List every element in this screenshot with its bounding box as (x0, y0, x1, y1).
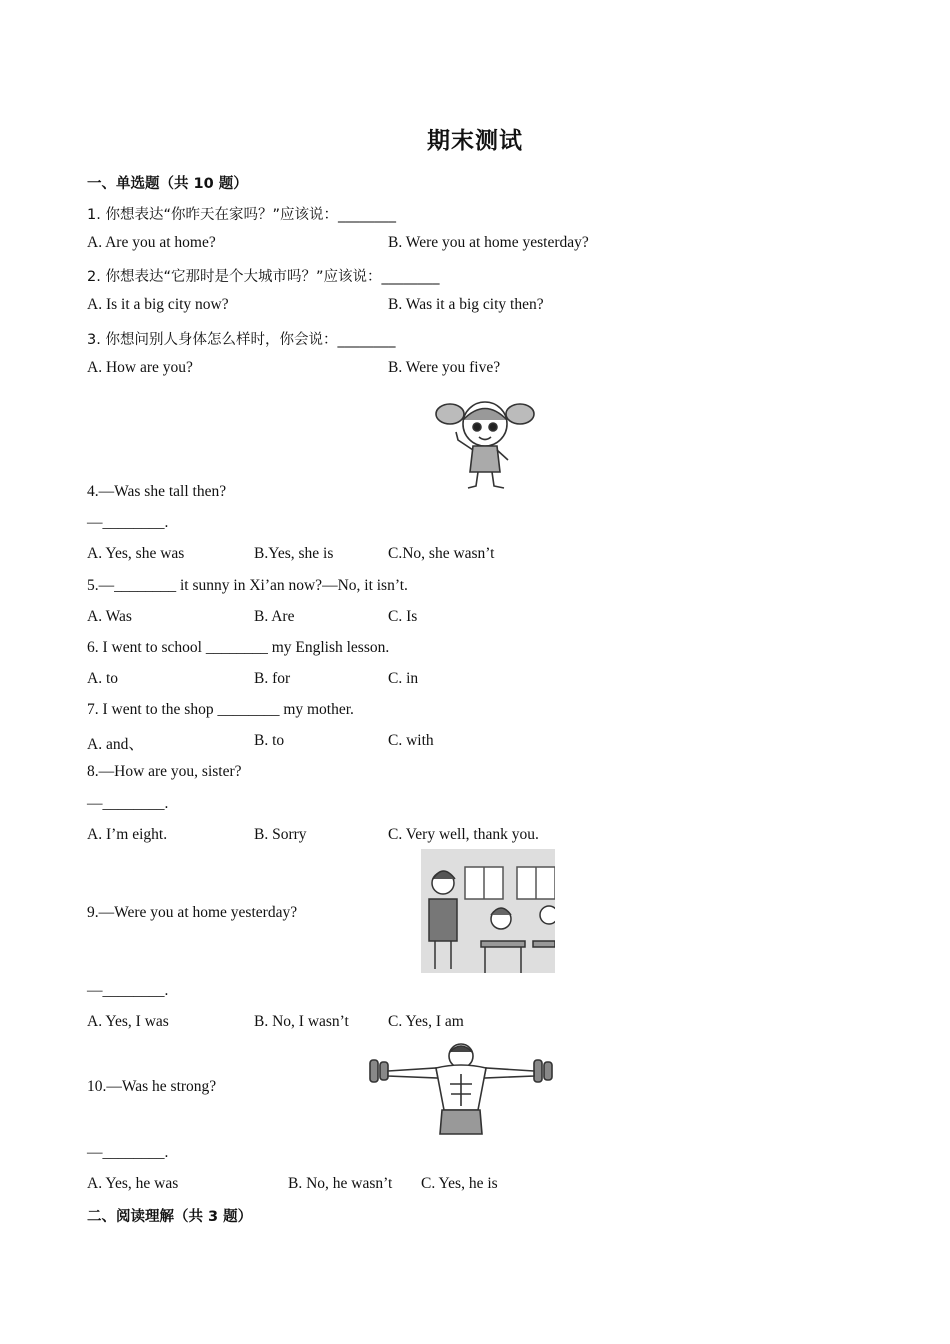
question-2-option-b: B. Was it a big city then? (388, 296, 544, 313)
question-2-stem: 2. 你想表达“它那时是个大城市吗？”应该说：________ (87, 269, 440, 285)
question-1-stem: 1. 你想表达“你昨天在家吗？”应该说：________ (87, 207, 396, 223)
question-10-stem: 10.—Was he strong? (87, 1078, 217, 1095)
question-4-option-b: B.Yes, she is (254, 545, 334, 562)
question-4-stem: 4.—Was she tall then? (87, 483, 227, 500)
question-8-answer-blank: —________. (87, 795, 169, 812)
question-9-answer-blank: —________. (87, 982, 169, 999)
question-9-option-c: C. Yes, I am (388, 1013, 464, 1030)
question-4-option-a: A. Yes, she was (87, 545, 185, 562)
question-7-stem: 7. I went to the shop ________ my mother. (87, 701, 354, 718)
question-3-stem: 3. 你想问别人身体怎么样时，你会说：________ (87, 332, 396, 348)
question-8-option-a: A. I’m eight. (87, 826, 168, 843)
question-10-option-c: C. Yes, he is (421, 1175, 498, 1192)
section-heading-reading: 二、阅读理解（共 3 题） (87, 1209, 253, 1225)
question-3-option-b: B. Were you five? (388, 359, 501, 376)
question-5-stem: 5.—________ it sunny in Xi’an now?—No, it isn’t. (87, 577, 408, 594)
question-1-option-a: A. Are you at home? (87, 234, 216, 251)
question-7-option-a: A. and、 (87, 736, 144, 753)
question-9-option-a: A. Yes, I was (87, 1013, 169, 1030)
question-6-stem: 6. I went to school ________ my English lesson. (87, 639, 390, 656)
question-10-option-b: B. No, he wasn’t (288, 1175, 393, 1192)
question-2-option-a: A. Is it a big city now? (87, 296, 229, 313)
question-6-option-b: B. for (254, 670, 291, 687)
question-8-option-c: C. Very well, thank you. (388, 826, 539, 843)
question-4-option-c: C.No, she wasn’t (388, 545, 495, 562)
question-7-option-c: C. with (388, 732, 434, 749)
question-8-stem: 8.—How are you, sister? (87, 763, 242, 780)
question-10-option-a: A. Yes, he was (87, 1175, 179, 1192)
classroom-illustration (421, 849, 555, 973)
question-8-option-b: B. Sorry (254, 826, 307, 843)
question-6-option-c: C. in (388, 670, 419, 687)
question-10-answer-blank: —________. (87, 1144, 169, 1161)
question-3-option-a: A. How are you? (87, 359, 193, 376)
section-heading-single-choice: 一、单选题（共 10 题） (87, 176, 248, 192)
question-9-stem: 9.—Were you at home yesterday? (87, 904, 298, 921)
question-4-answer-blank: —________. (87, 514, 169, 531)
question-9-option-b: B. No, I wasn’t (254, 1013, 349, 1030)
girl-illustration (430, 392, 540, 492)
question-5-option-c: C. Is (388, 608, 418, 625)
question-1-option-b: B. Were you at home yesterday? (388, 234, 589, 251)
question-7-option-b: B. to (254, 732, 285, 749)
question-5-option-b: B. Are (254, 608, 295, 625)
strong-man-illustration (366, 1040, 556, 1136)
question-6-option-a: A. to (87, 670, 118, 687)
question-5-option-a: A. Was (87, 608, 132, 625)
page-title: 期末测试 (427, 128, 523, 154)
